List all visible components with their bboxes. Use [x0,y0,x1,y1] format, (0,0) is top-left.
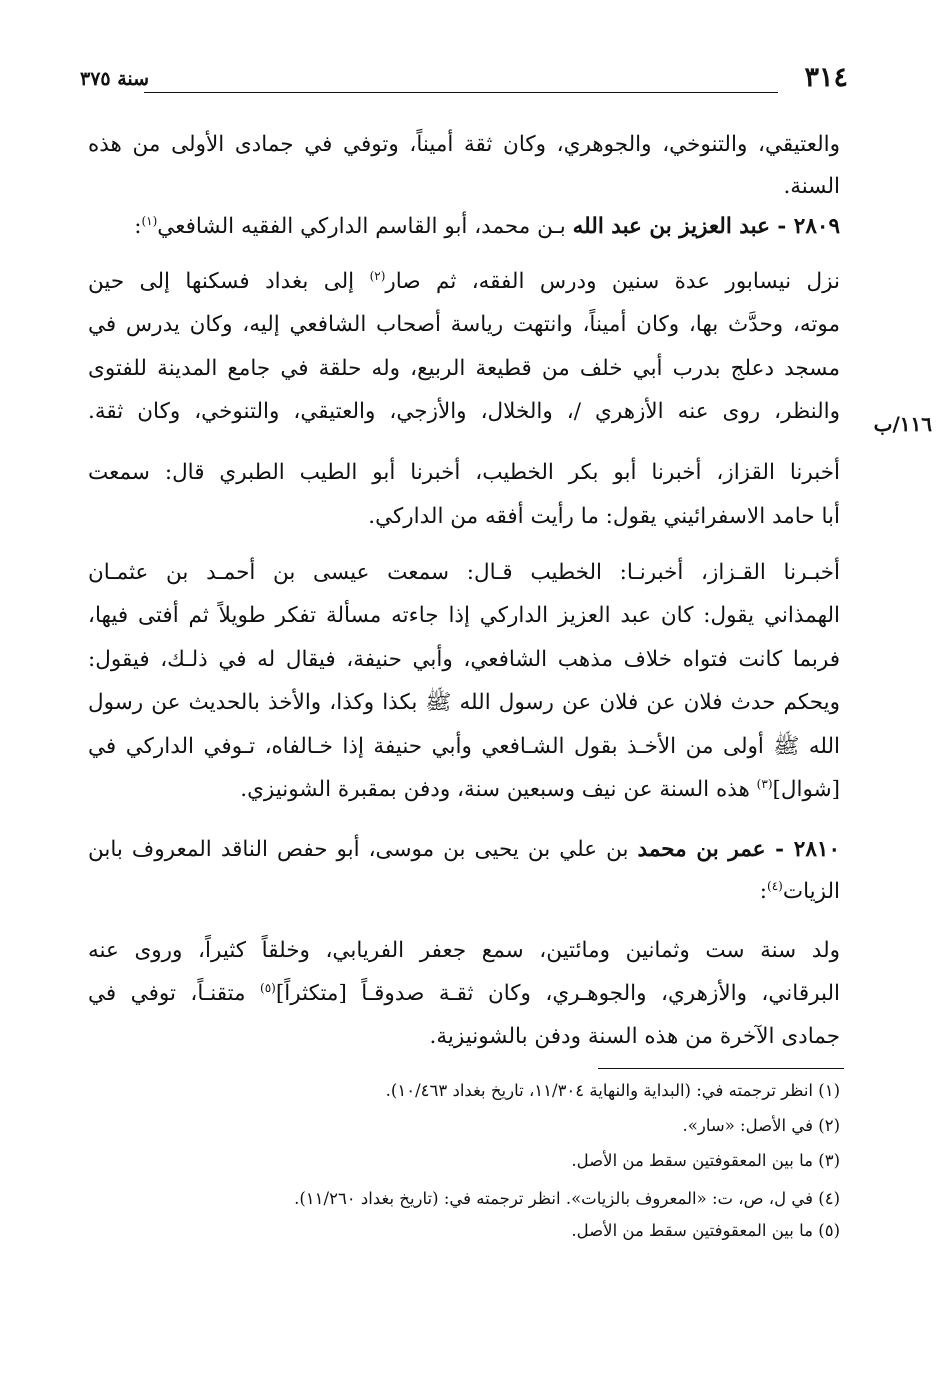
footnote-ref: (١) [141,213,158,228]
text-line [88,775,840,805]
text-line: ويحكم حدث فلان عن فلان عن رسول الله ﷺ بكذا وكذا، والأخذ بالحديث عن رسول [88,690,840,715]
text-segment: البرقاني، والأزهري، والجوهـري، وكان ثقـة صدوقـاً [متكثراً] [275,981,840,1006]
entry-rest: بن علي بن يحيى بن موسى، أبو حفص الناقد المعروف بابن [88,837,638,862]
footnote: (٤) في ل، ص، ت: «المعروف بالزيات». انظر ترجمته في: (تاريخ بغداد ١١/٢٦٠). [294,1189,840,1208]
text-line: مسجد دعلج بدرب أبي خلف من قطيعة الربيع، وله حلقة في جامع المدينة للفتوى [88,356,840,381]
footnote-ref: (٢) [369,268,386,283]
text-line: موته، وحدَّث بها، وكان أميناً، وانتهت رياسة أصحاب الشافعي إليه، وكان يدرس في [88,312,840,337]
text-line: أخبـرنا القـزاز، أخبرنـا: الخطيب قـال: سمعت عيسى بن أحمـد بن عثمـان [88,560,840,585]
text-line: والنظر، روى عنه الأزهري /، والخلال، والأزجي، والعتيقي، والتنوخي، وكان ثقة. [88,399,840,424]
footnote: (٣) ما بين المعقوفتين سقط من الأصل. [571,1151,840,1170]
text-segment: إلى بغداد فسكنها إلى حين [88,269,370,294]
text-line [88,267,840,297]
text-segment: متقنـاً، توفي في [88,981,261,1006]
entry-tail: : [134,214,142,239]
text-line: الهمذاني يقول: كان عبد العزيز الداركي إذا جاءته مسألة تفكر طويلاً ثم أفتى فيها، [88,603,840,628]
footnote-ref: (٤) [767,878,783,893]
text-line: الله ﷺ أولى من الأخـذ بقول الشـافعي وأبي حنيفة إذا خـالفاه، تـوفي الداركي في [88,734,840,759]
text-line [88,979,840,1009]
text-line: جمادى الآخرة من هذه السنة ودفن بالشونيزية. [429,1024,840,1049]
running-title: سنة ٣٧٥ [80,68,150,90]
text-segment: : [759,879,767,904]
entry-number-name: ٢٨٠٩ - عبد العزيز بن عبد الله [572,214,840,239]
text-line: أبا حامد الاسفرائيني يقول: ما رأيت أفقه من الداركي. [368,504,840,529]
text-segment: [شوال] [772,777,840,802]
entry-heading-2810 [88,835,840,865]
text-line [88,877,840,907]
entry-rest: بـن محمد، أبو القاسم الداركي الفقيه الشافعي [157,214,573,239]
text-line: السنة. [783,174,840,199]
page-number: ٣١٤ [804,62,848,93]
margin-folio-note: ١١٦/ب [873,412,932,436]
footnote: (١) انظر ترجمته في: (البداية والنهاية ١١/٣٠٤، تاريخ بغداد ١٠/٤٦٣). [385,1081,840,1100]
header-rule [144,92,778,93]
footnote-ref: (٥) [260,980,276,995]
text-segment: نزل نيسابور عدة سنين ودرس الفقه، ثم صار [385,269,840,294]
entry-number-name: ٢٨١٠ - عمر بن محمد [637,837,840,862]
text-line: والعتيقي، والتنوخي، والجوهري، وكان ثقة أميناً، وتوفي في جمادى الأولى من هذه [88,132,840,157]
text-segment: الزيات [782,879,840,904]
footnote: (٥) ما بين المعقوفتين سقط من الأصل. [571,1221,840,1240]
footnote-ref: (٣) [756,776,773,791]
footnote-rule [598,1068,844,1069]
text-line: ولد سنة ست وثمانين ومائتين، سمع جعفر الفريابي، وخلقاً كثيراً، وروى عنه [88,938,840,963]
entry-heading-2809 [88,212,840,242]
footnote: (٢) في الأصل: «سار». [682,1116,840,1135]
text-line: فربما كانت فتواه خلاف مذهب الشافعي، وأبي حنيفة، فيقال له في ذلـك، فيقول: [88,647,840,672]
text-line: أخبرنا القزاز، أخبرنا أبو بكر الخطيب، أخبرنا أبو الطيب الطبري قال: سمعت [88,460,840,485]
text-segment: هذه السنة عن نيف وسبعين سنة، ودفن بمقبرة الشونيزي. [240,777,757,802]
page-header [80,62,848,102]
